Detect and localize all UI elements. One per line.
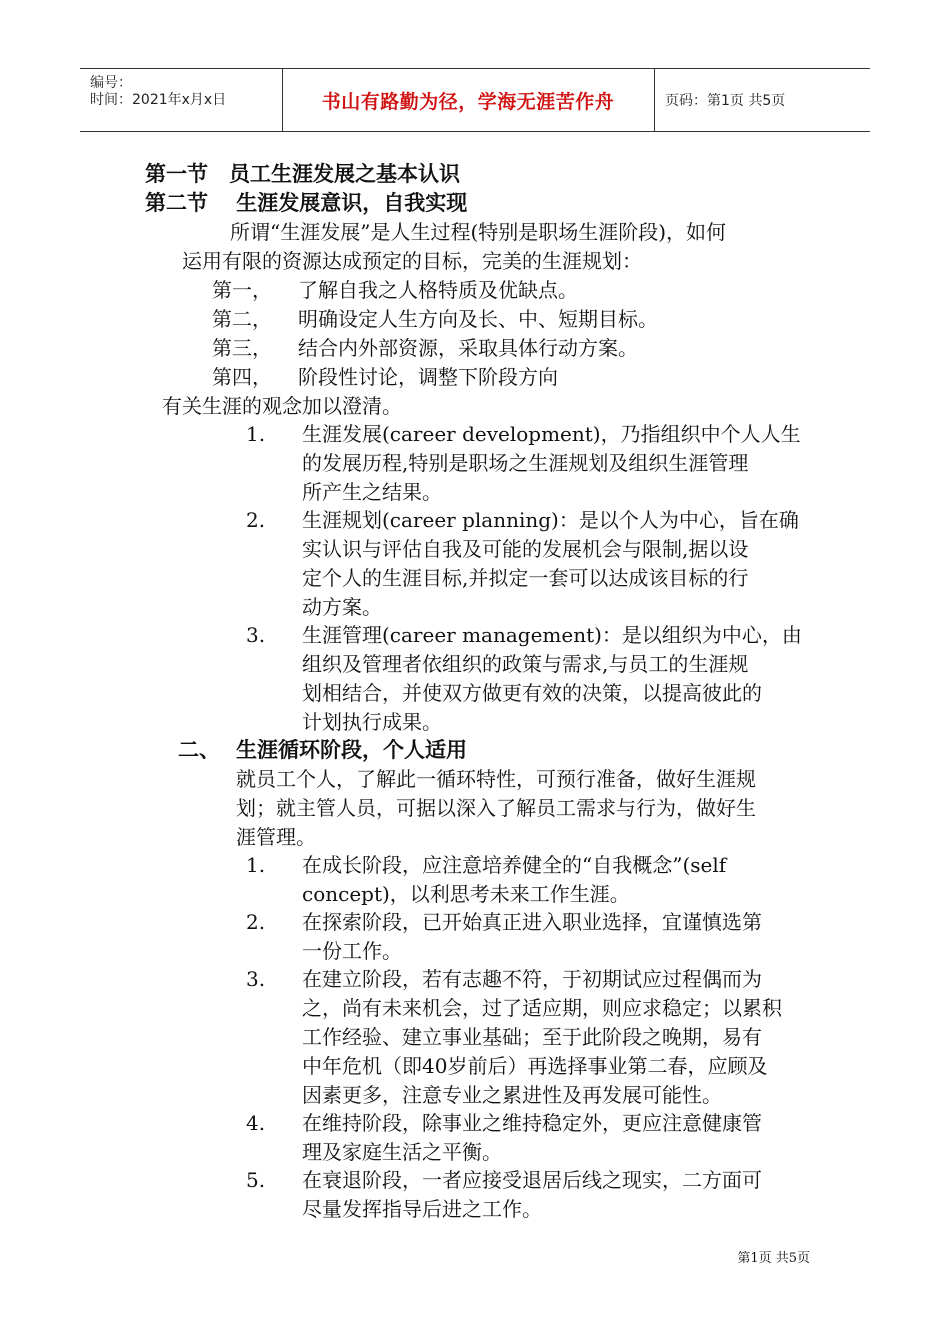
part2-marker: 二、 xyxy=(178,738,220,762)
list-item-line: 计划执行成果。 xyxy=(302,710,442,734)
list-item-line: 尽量发挥指导后进之工作。 xyxy=(302,1197,542,1221)
clarify-text: 有关生涯的观念加以澄清。 xyxy=(162,394,402,418)
list-item-line: 的发展历程,特别是职场之生涯规划及组织生涯管理 xyxy=(302,451,749,475)
doc-time-label: 时间：2021年x月x日 xyxy=(90,92,227,108)
list-item-line: 之，尚有未来机会，过了适应期，则应求稳定；以累积 xyxy=(302,996,782,1020)
list-item-line: 中年危机（即40岁前后）再选择事业第二春，应顾及 xyxy=(302,1054,768,1078)
list-item-line: 生涯发展(career development)，乃指组织中个人人生 xyxy=(302,422,801,446)
list-number: 4. xyxy=(246,1111,266,1135)
list-number: 5. xyxy=(246,1168,266,1192)
list-item-line: 所产生之结果。 xyxy=(302,480,442,504)
motto: 书山有路勤为径，学海无涯苦作舟 xyxy=(321,90,615,113)
step-label: 第二， xyxy=(212,307,272,331)
list-item-line: 工作经验、建立事业基础；至于此阶段之晚期，易有 xyxy=(302,1025,762,1049)
list-item-line: 在衰退阶段，一者应接受退居后线之现实，二方面可 xyxy=(302,1168,762,1192)
step-text: 了解自我之人格特质及优缺点。 xyxy=(298,278,578,302)
header-page-cell xyxy=(655,69,870,131)
list-item-line: 实认识与评估自我及可能的发展机会与限制,据以设 xyxy=(302,537,749,561)
list-item-line: 因素更多，注意专业之累进性及再发展可能性。 xyxy=(302,1083,722,1107)
list-item-line: 在维持阶段，除事业之维持稳定外，更应注意健康管 xyxy=(302,1111,762,1135)
list-item-line: 在探索阶段，已开始真正进入职业选择，宜谨慎选第 xyxy=(302,910,762,934)
list-item-line: 划相结合，并使双方做更有效的决策，以提高彼此的 xyxy=(302,681,762,705)
doc-number-label: 编号： xyxy=(90,75,132,91)
list-number: 2. xyxy=(246,910,266,934)
step-label: 第一， xyxy=(212,278,272,302)
list-item-line: concept)，以利思考未来工作生涯。 xyxy=(302,882,630,906)
list-item-line: 生涯管理(career management)：是以组织为中心，由 xyxy=(302,623,802,647)
list-item-line: 理及家庭生活之平衡。 xyxy=(302,1140,502,1164)
list-item-line: 在成长阶段，应注意培养健全的“自我概念”(self xyxy=(302,853,727,877)
step-text: 明确设定人生方向及长、中、短期目标。 xyxy=(298,307,658,331)
list-item-line: 生涯规划(career planning)：是以个人为中心，旨在确 xyxy=(302,508,799,532)
page-footer: 第1页 共5页 xyxy=(737,1251,810,1266)
step-label: 第四， xyxy=(212,365,272,389)
list-number: 1. xyxy=(246,853,266,877)
step-label: 第三， xyxy=(212,336,272,360)
list-number: 2. xyxy=(246,508,266,532)
list-item-line: 定个人的生涯目标,并拟定一套可以达成该目标的行 xyxy=(302,566,749,590)
page-code: 页码：第1页 共5页 xyxy=(665,93,786,109)
intro-line: 所谓“生涯发展”是人生过程(特别是职场生涯阶段)，如何 xyxy=(230,220,727,244)
step-text: 结合内外部资源，采取具体行动方案。 xyxy=(298,336,638,360)
list-item-line: 在建立阶段，若有志趣不符，于初期试应过程偶而为 xyxy=(302,967,762,991)
part2-intro-line: 就员工个人，了解此一循环特性，可预行准备，做好生涯规 xyxy=(236,767,756,791)
intro-line: 运用有限的资源达成预定的目标，完美的生涯规划： xyxy=(182,249,642,273)
list-number: 1. xyxy=(246,422,266,446)
list-item-line: 动方案。 xyxy=(302,595,382,619)
header-motto-cell xyxy=(282,69,655,131)
step-text: 阶段性讨论，调整下阶段方向 xyxy=(298,365,558,389)
page-header xyxy=(80,68,870,132)
list-number: 3. xyxy=(246,967,266,991)
part2-intro-line: 划；就主管人员，可据以深入了解员工需求与行为，做好生 xyxy=(236,796,756,820)
section2-heading: 第二节 生涯发展意识，自我实现 xyxy=(145,191,468,215)
list-number: 3. xyxy=(246,623,266,647)
part2-heading: 生涯循环阶段，个人适用 xyxy=(236,738,467,762)
list-item-line: 一份工作。 xyxy=(302,939,402,963)
list-item-line: 组织及管理者依组织的政策与需求,与员工的生涯规 xyxy=(302,652,749,676)
part2-intro-line: 涯管理。 xyxy=(236,825,316,849)
section1-heading: 第一节 员工生涯发展之基本认识 xyxy=(145,162,460,186)
header-meta xyxy=(80,69,283,131)
